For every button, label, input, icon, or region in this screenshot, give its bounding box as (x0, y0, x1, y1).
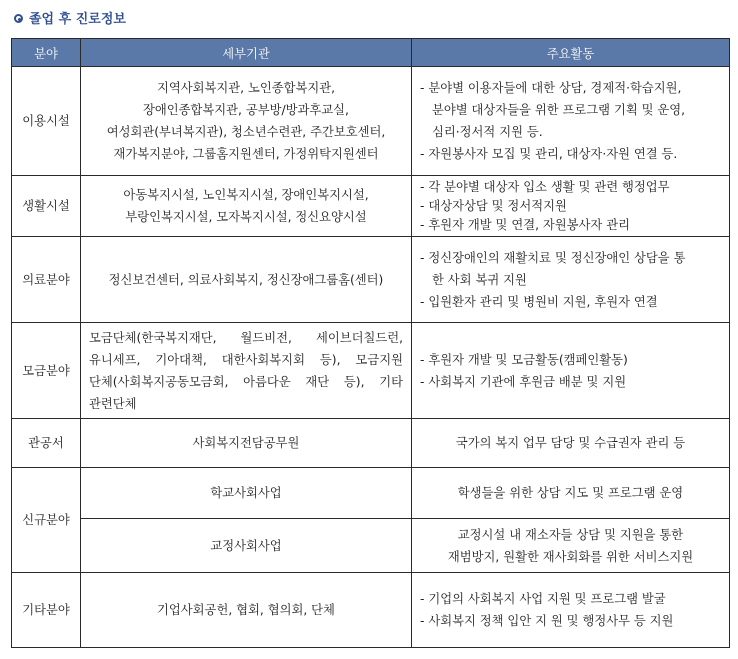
activity-cell (412, 519, 730, 573)
org-line: 지역사회복지관, 노인종합복지관, (156, 81, 336, 95)
org-line: 아동복지시설, 노인복지시설, 장애인복지시설, (123, 188, 369, 202)
org-cell (81, 519, 412, 573)
header-row (12, 39, 730, 67)
org-line: 여성회관(부녀복지관), 청소년수련관, 주간보호센터, (106, 125, 386, 139)
org-cell (81, 237, 412, 323)
table-row (12, 573, 730, 648)
org-line: 교정사회사업 (210, 538, 282, 553)
header-org: 세부기관 (81, 39, 412, 67)
activity-cell (412, 323, 730, 419)
activity-line: - 사회복지 기관에 후원금 배분 및 지원 (420, 374, 627, 389)
header-field: 분야 (12, 39, 81, 67)
activity-line: - 사회복지 정책 입안 지 원 및 행정사무 등 지원 (420, 614, 674, 628)
activity-line: - 각 분야별 대상자 입소 생활 및 관련 행정업무 (420, 179, 670, 194)
field-cell: 모금분야 (12, 323, 81, 419)
activity-cell (412, 468, 730, 519)
org-line: 장애인종합복지관, 공부방/방과후교실, (143, 103, 349, 117)
table-row (12, 237, 730, 323)
org-line: 기업사회공헌, 협회, 협의회, 단체 (157, 603, 335, 617)
org-cell (81, 573, 412, 648)
org-line: 부랑인복지시설, 모자복지시설, 정신요양시설 (125, 210, 367, 224)
org-line: 관련단체 (89, 396, 137, 411)
activity-line: - 후원자 개발 및 연결, 자원봉사자 관리 (420, 217, 630, 232)
section-title (14, 8, 126, 27)
org-cell (81, 67, 412, 176)
table-row (12, 468, 730, 519)
activity-line: - 대상자상담 및 정서적지원 (420, 198, 567, 213)
org-line: 재가복지분야, 그룹홈지원센터, 가정위탁지원센터 (113, 147, 379, 161)
activity-line: 교정시설 내 재소자들 상담 및 지원을 통한 (457, 527, 684, 542)
org-cell (81, 468, 412, 519)
table-row (12, 419, 730, 468)
org-line: 유니세프, 기아대책, 대한사회복지회 등), 모금지원 (89, 352, 403, 367)
activity-cell (412, 237, 730, 323)
field-cell: 의료분야 (12, 237, 81, 323)
table-row (12, 176, 730, 237)
activity-cell (412, 176, 730, 237)
activity-line: 한 사회 복귀 지원 (432, 272, 527, 287)
activity-line: 심리·정서적 지원 등. (432, 125, 543, 139)
field-cell: 생활시설 (12, 176, 81, 237)
activity-line: 재범방지, 원활한 재사회화를 위한 서비스지원 (447, 549, 694, 564)
career-table (11, 38, 730, 648)
org-line: 정신보건센터, 의료사회복지, 정신장애그룹홈(센터) (108, 272, 384, 287)
header-activity: 주요활동 (412, 39, 730, 67)
activity-line: 국가의 복지 업무 담당 및 수급권자 관리 등 (455, 436, 686, 450)
activity-line: - 기업의 사회복지 사업 지원 및 프로그램 발굴 (420, 592, 666, 606)
org-cell (81, 176, 412, 237)
field-cell: 기타분야 (12, 573, 81, 648)
activity-cell (412, 573, 730, 648)
org-line: 학교사회사업 (210, 486, 282, 500)
activity-line: - 후원자 개발 및 모금활동(캠페인활동) (420, 352, 628, 367)
circle-bullet-icon (14, 14, 23, 23)
activity-line: - 분야별 이용자들에 대한 상담, 경제적·학습지원, (420, 81, 682, 95)
org-cell (81, 323, 412, 419)
org-line: 모금단체(한국복지재단, 월드비전, 세이브더칠드런, (89, 330, 403, 345)
activity-line: 학생들을 위한 상담 지도 및 프로그램 운영 (457, 486, 684, 500)
org-line: 단체(사회복지공동모금회, 아름다운 재단 등), 기타 (89, 374, 403, 389)
activity-line: - 정신장애인의 재활치료 및 정신장애인 상담을 통 (420, 250, 686, 265)
activity-line: 분야별 대상자들을 위한 프로그램 기획 및 운영, (432, 103, 686, 117)
field-cell: 신규분야 (12, 468, 81, 573)
org-line: 사회복지전담공무원 (192, 436, 300, 450)
activity-line: - 입원환자 관리 및 병원비 지원, 후원자 연결 (420, 294, 658, 309)
table-row (12, 519, 730, 573)
table-row (12, 323, 730, 419)
field-cell: 관공서 (12, 419, 81, 468)
section-title-text: 졸업 후 진로정보 (29, 12, 126, 27)
org-cell (81, 419, 412, 468)
table-row (12, 67, 730, 176)
activity-line: - 자원봉사자 모집 및 관리, 대상자·자원 연결 등. (420, 147, 678, 161)
field-cell: 이용시설 (12, 67, 81, 176)
activity-cell (412, 419, 730, 468)
activity-cell (412, 67, 730, 176)
